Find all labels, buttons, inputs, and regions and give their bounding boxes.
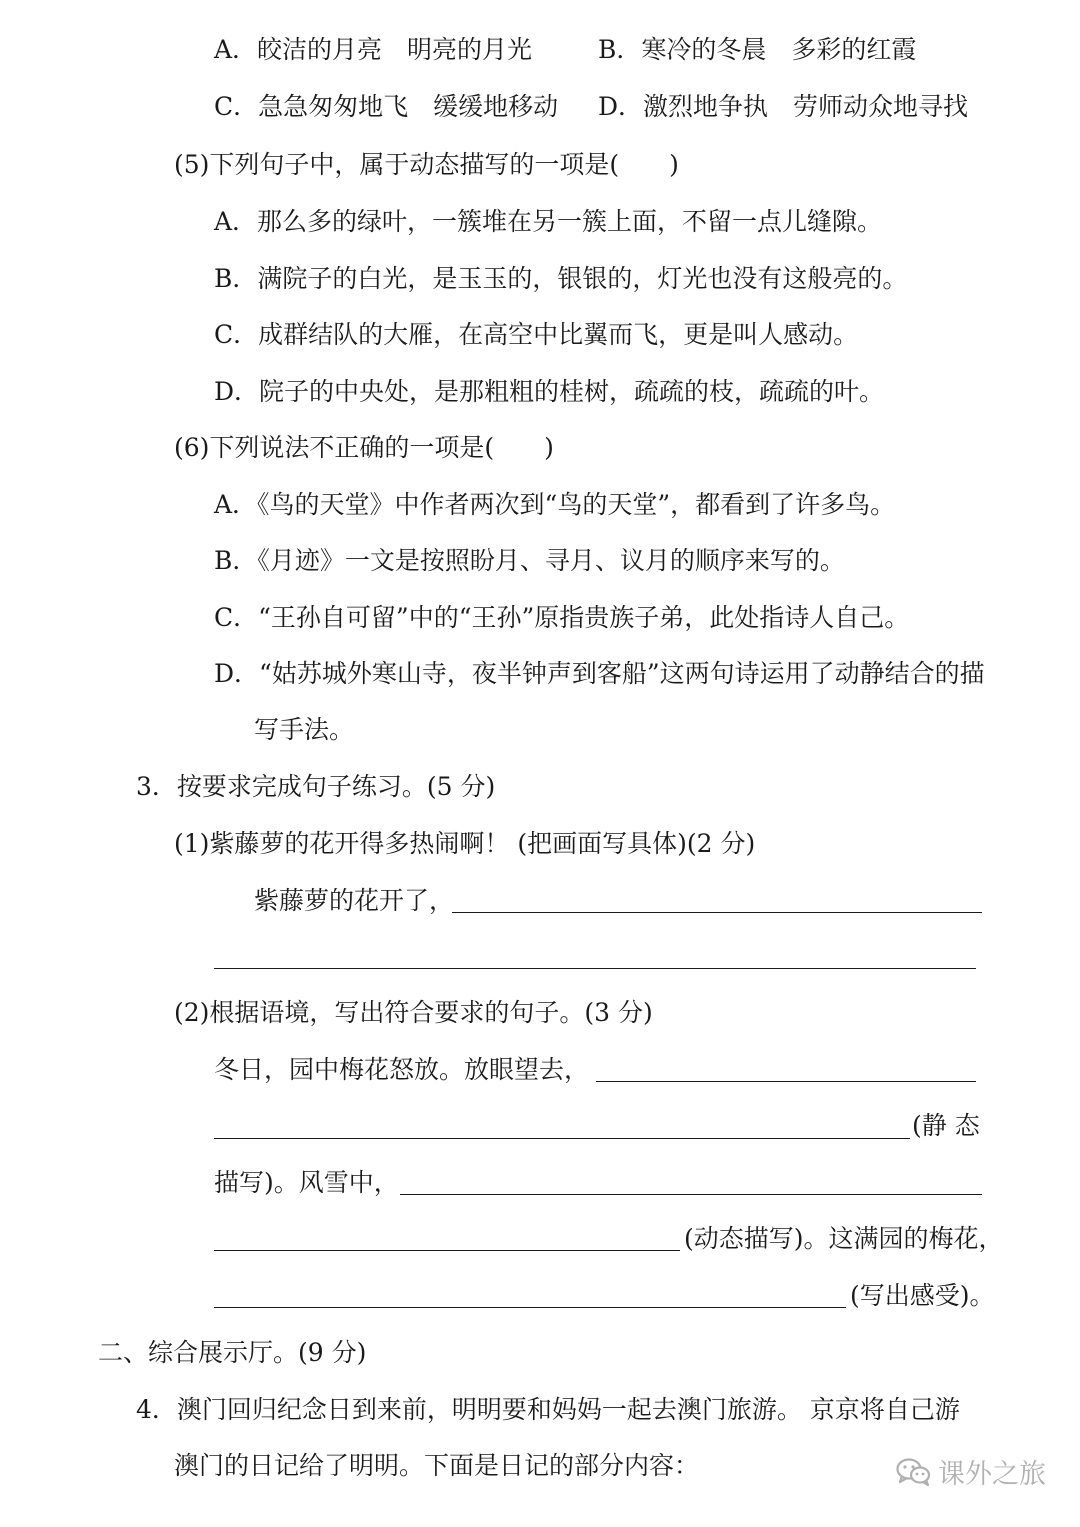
question-3-title: 3．按要求完成句子练习。(5 分) (136, 772, 496, 801)
question-5-option-a: A．那么多的绿叶，一簇堆在另一簇上面，不留一点儿缝隙。 (214, 207, 883, 236)
option-c-prev: C．急急匆匆地飞 缓缓地移动 (214, 92, 559, 121)
question-6-option-b: B．《月迹》一文是按照盼月、寻月、议月的顺序来写的。 (214, 546, 845, 575)
question-4-line1: 4．澳门回归纪念日到来前，明明要和妈妈一起去澳门旅游。 京京将自己游 (136, 1395, 960, 1424)
question-5-option-d: D．院子的中央处，是那粗粗的桂树，疏疏的枝，疏疏的叶。 (214, 377, 885, 406)
question-6-option-d-line2: 写手法。 (254, 715, 355, 744)
question-6-option-d-line1: D．“姑苏城外寒山寺，夜半钟声到客船”这两句诗运用了动静结合的描 (214, 659, 985, 688)
static-description-tail: 描写)。风雪中， (214, 1168, 399, 1197)
question-6-option-c: C．“王孙自可留”中的“王孙”原指贵族子弟，此处指诗人自己。 (214, 603, 910, 632)
question-6-stem: (6)下列说法不正确的一项是( ) (174, 433, 554, 462)
section-2-title: 二、综合展示厅。(9 分) (98, 1338, 367, 1367)
answer-blank-1a[interactable] (452, 912, 982, 913)
wechat-icon (896, 1457, 932, 1487)
watermark (896, 1452, 1046, 1491)
question-5-option-c: C．成群结队的大雁，在高空中比翼而飞，更是叫人感动。 (214, 320, 859, 349)
question-6-option-a: A．《鸟的天堂》中作者两次到“鸟的天堂”，都看到了许多鸟。 (214, 490, 896, 519)
question-5-stem: (5)下列句子中，属于动态描写的一项是( ) (174, 150, 679, 179)
option-d-prev: D．激烈地争执 劳师动众地寻找 (598, 92, 969, 121)
answer-blank-2d[interactable] (214, 1250, 680, 1251)
question-4-line2: 澳门的日记给了明明。下面是日记的部分内容： (174, 1451, 700, 1480)
watermark-text: 课外之旅 (938, 1459, 1046, 1490)
option-b-prev: B．寒冷的冬晨 多彩的红霞 (598, 35, 917, 64)
answer-blank-2b[interactable] (214, 1138, 910, 1139)
answer-blank-2c[interactable] (400, 1194, 982, 1195)
question-3-part1-stem: (1)紫藤萝的花开得多热闹啊！ (把画面写具体)(2 分) (174, 829, 756, 858)
answer-blank-1b[interactable] (214, 968, 976, 969)
option-a-prev: A．皎洁的月亮 明亮的月光 (214, 35, 533, 64)
dynamic-description-tag: (动态描写)。这满园的梅花， (684, 1224, 1004, 1253)
question-5-option-b: B．满院子的白光，是玉玉的，银银的，灯光也没有这般亮的。 (214, 264, 908, 293)
answer-blank-2e[interactable] (214, 1307, 846, 1308)
feeling-tag: (写出感受)。 (850, 1281, 995, 1310)
answer-blank-2a[interactable] (596, 1081, 976, 1082)
question-3-part1-lead: 紫藤萝的花开了， (254, 886, 455, 915)
static-description-tag: (静 态 (912, 1111, 980, 1140)
question-3-part2-lead: 冬日，园中梅花怒放。放眼望去， (214, 1055, 590, 1084)
question-3-part2-stem: (2)根据语境，写出符合要求的句子。(3 分) (174, 998, 653, 1027)
